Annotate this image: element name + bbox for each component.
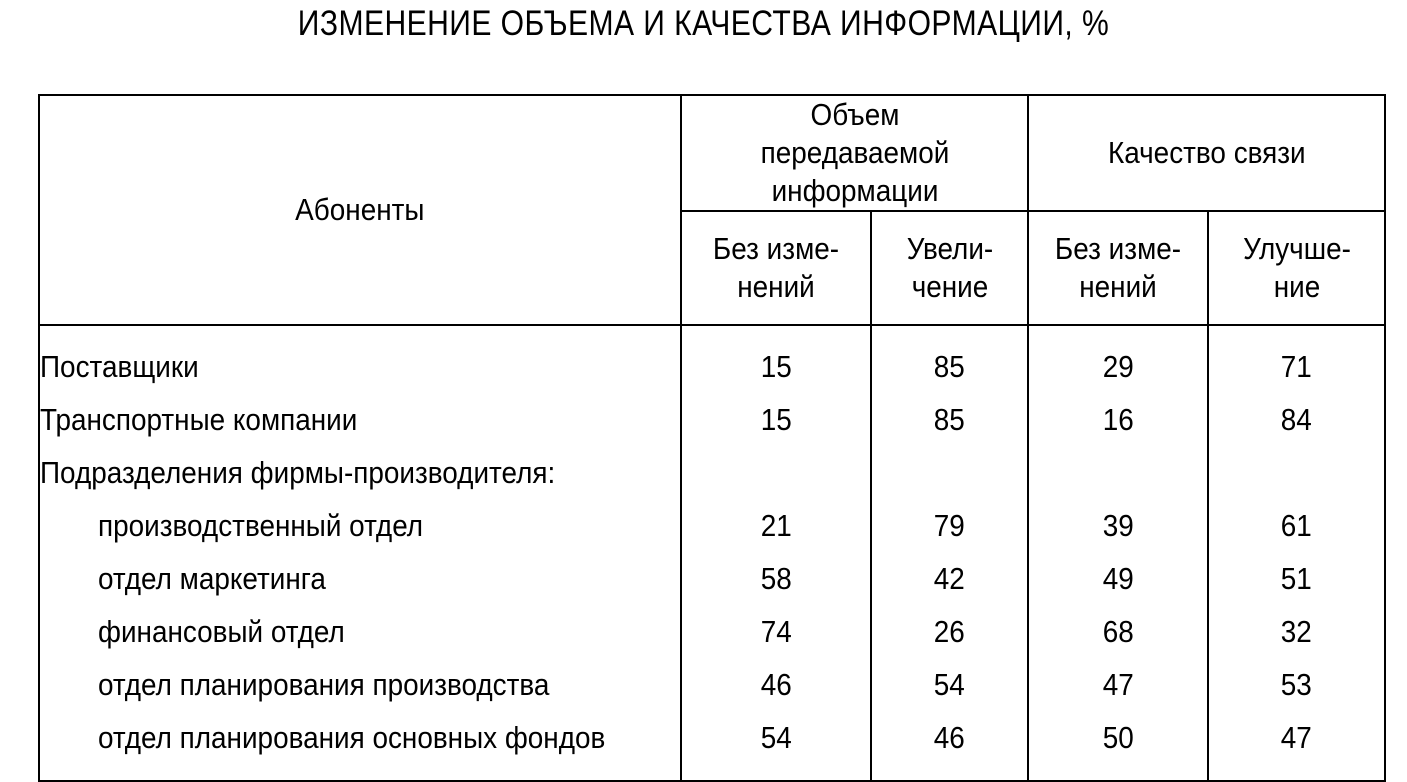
volume-no-change-cell: 74	[681, 605, 871, 658]
volume-group-header: Объем передаваемой информации	[681, 95, 1028, 211]
volume-no-change-cell: 54	[681, 711, 871, 781]
volume-no-change-cell	[681, 446, 871, 499]
volume-no-change-cell: 21	[681, 499, 871, 552]
quality-group-header: Качество связи	[1028, 95, 1385, 211]
volume-no-change-cell: 58	[681, 552, 871, 605]
quality-improvement-cell: 53	[1208, 658, 1385, 711]
quality-improvement-header: Улучше-ние	[1208, 211, 1385, 325]
table-row	[39, 605, 1385, 658]
volume-increase-cell: 42	[871, 552, 1028, 605]
quality-no-change-cell	[1028, 446, 1208, 499]
volume-no-change-cell: 15	[681, 393, 871, 446]
table-row-group-heading	[39, 446, 1385, 499]
row-label: Подразделения фирмы-производителя:	[39, 446, 681, 499]
quality-no-change-cell: 29	[1028, 325, 1208, 393]
quality-improvement-cell: 71	[1208, 325, 1385, 393]
row-label: отдел маркетинга	[39, 552, 681, 605]
row-label: финансовый отдел	[39, 605, 681, 658]
quality-no-change-header: Без изме-нений	[1028, 211, 1208, 325]
quality-improvement-cell: 61	[1208, 499, 1385, 552]
quality-improvement-cell: 51	[1208, 552, 1385, 605]
header-row-groups	[39, 95, 1385, 211]
data-table	[38, 94, 1386, 782]
row-label: производственный отдел	[39, 499, 681, 552]
row-label: отдел планирования производства	[39, 658, 681, 711]
quality-no-change-cell: 49	[1028, 552, 1208, 605]
page-title: ИЗМЕНЕНИЕ ОБЪЕМА И КАЧЕСТВА ИНФОРМАЦИИ, %	[297, 4, 1110, 43]
volume-increase-cell: 85	[871, 325, 1028, 393]
quality-improvement-cell: 47	[1208, 711, 1385, 781]
volume-no-change-header: Без изме-нений	[681, 211, 871, 325]
row-label: Транспортные компании	[39, 393, 681, 446]
quality-no-change-cell: 50	[1028, 711, 1208, 781]
volume-increase-header: Увели-чение	[871, 211, 1028, 325]
volume-increase-cell: 26	[871, 605, 1028, 658]
table-row	[39, 552, 1385, 605]
volume-no-change-cell: 46	[681, 658, 871, 711]
quality-no-change-cell: 47	[1028, 658, 1208, 711]
volume-increase-cell: 79	[871, 499, 1028, 552]
volume-increase-cell: 54	[871, 658, 1028, 711]
quality-no-change-cell: 68	[1028, 605, 1208, 658]
table-row	[39, 499, 1385, 552]
table-row	[39, 711, 1385, 781]
volume-increase-cell	[871, 446, 1028, 499]
row-label: отдел планирования основных фондов	[39, 711, 681, 781]
volume-increase-cell: 85	[871, 393, 1028, 446]
quality-no-change-cell: 16	[1028, 393, 1208, 446]
abonents-header: Абоненты	[39, 95, 681, 325]
volume-increase-cell: 46	[871, 711, 1028, 781]
table-row	[39, 658, 1385, 711]
row-label: Поставщики	[39, 325, 681, 393]
quality-improvement-cell: 32	[1208, 605, 1385, 658]
quality-no-change-cell: 39	[1028, 499, 1208, 552]
table-row	[39, 325, 1385, 393]
table-row	[39, 393, 1385, 446]
volume-no-change-cell: 15	[681, 325, 871, 393]
quality-improvement-cell: 84	[1208, 393, 1385, 446]
quality-improvement-cell	[1208, 446, 1385, 499]
